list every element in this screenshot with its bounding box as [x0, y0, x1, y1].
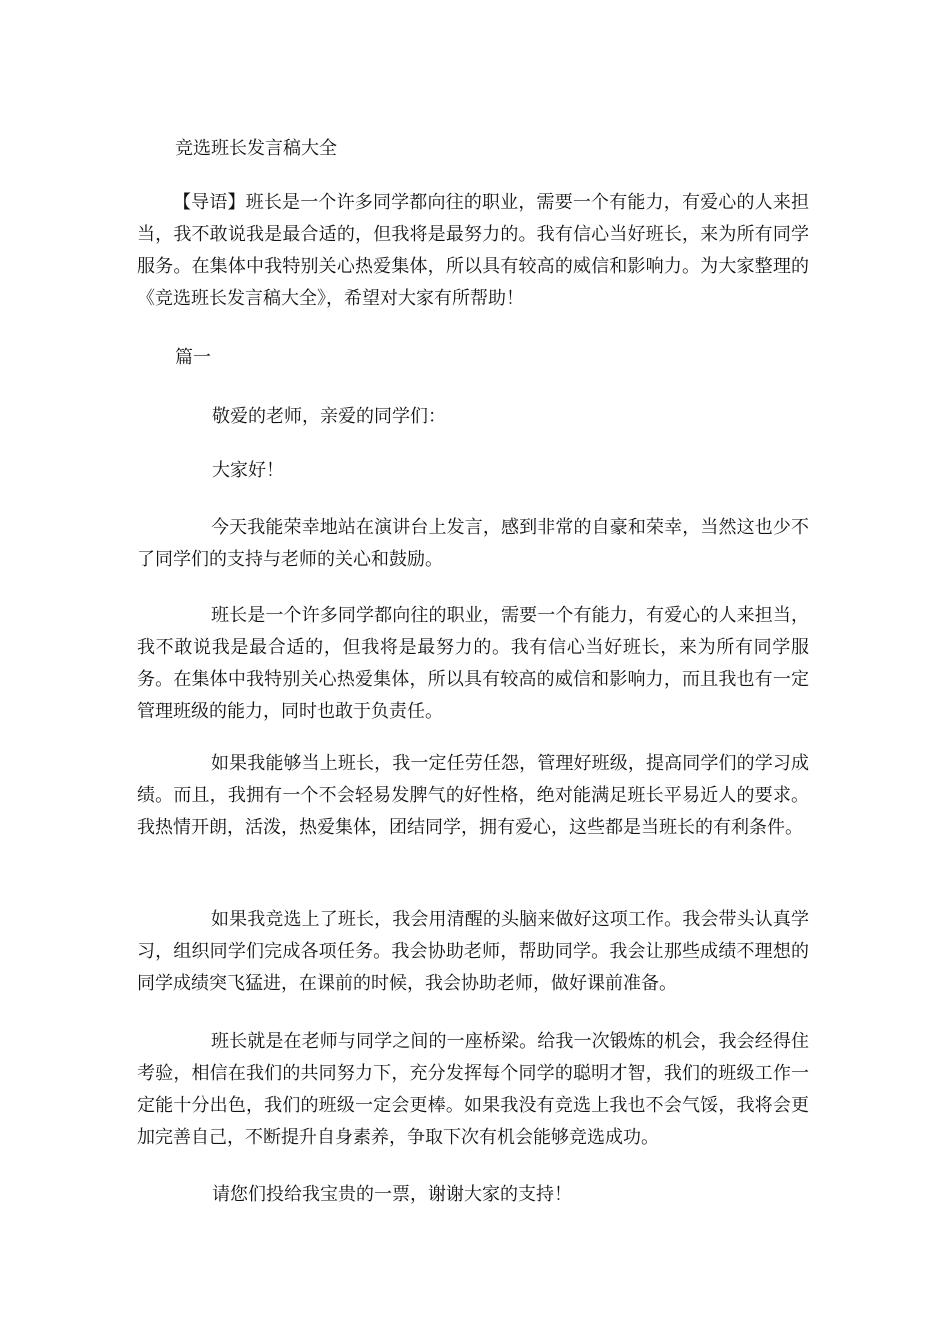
speech-paragraph-3: 如果我能够当上班长，我一定任劳任怨，管理好班级，提高同学们的学习成绩。而且，我拥有一个不会轻易发脾气的好性格，绝对能满足班长平易近人的要求。我热情开朗，活泼，热爱集体，团结同学，拥有爱心，这些都是当班长的有利条件。 — [137, 753, 809, 838]
closing-line: 请您们投给我宝贵的一票，谢谢大家的支持！ — [212, 1184, 572, 1205]
intro-paragraph: 【导语】班长是一个许多同学都向往的职业，需要一个有能力，有爱心的人来担当，我不敢说我是最合适的，但我将是最努力的。我有信心当好班长，来为所有同学服务。在集体中我特别关心热爱集体，所以具有较高的威信和影响力。为大家整理的《竞选班长发言稿大全》，希望对大家有所帮助！ — [137, 192, 809, 309]
speech-paragraph-5: 班长就是在老师与同学之间的一座桥梁。给我一次锻炼的机会，我会经得住考验，相信在我们的共同努力下，充分发挥每个同学的聪明才智，我们的班级工作一定能十分出色，我们的班级一定会更棒。如果我没有竞选上我也不会气馁，我将会更加完善自己，不断提升自身素养，争取下次有机会能够竞选成功。 — [137, 1031, 809, 1148]
speech-paragraph-2: 班长是一个许多同学都向往的职业，需要一个有能力，有爱心的人来担当，我不敢说我是最合适的，但我将是最努力的。我有信心当好班长，来为所有同学服务。在集体中我特别关心热爱集体，所以具有较高的威信和影响力，而且我也有一定管理班级的能力，同时也敢于负责任。 — [137, 605, 809, 722]
salutation: 敬爱的老师，亲爱的同学们： — [212, 406, 446, 427]
section-label: 篇一 — [175, 347, 211, 368]
document-title: 竞选班长发言稿大全 — [175, 138, 337, 159]
speech-paragraph-1: 今天我能荣幸地站在演讲台上发言，感到非常的自豪和荣幸，当然这也少不了同学们的支持与老师的关心和鼓励。 — [137, 517, 809, 570]
speech-paragraph-4: 如果我竞选上了班长，我会用清醒的头脑来做好这项工作。我会带头认真学习，组织同学们完成各项任务。我会协助老师，帮助同学。我会让那些成绩不理想的同学成绩突飞猛进，在课前的时候，我会协助老师，做好课前准备。 — [137, 909, 809, 994]
greeting: 大家好！ — [212, 460, 284, 481]
